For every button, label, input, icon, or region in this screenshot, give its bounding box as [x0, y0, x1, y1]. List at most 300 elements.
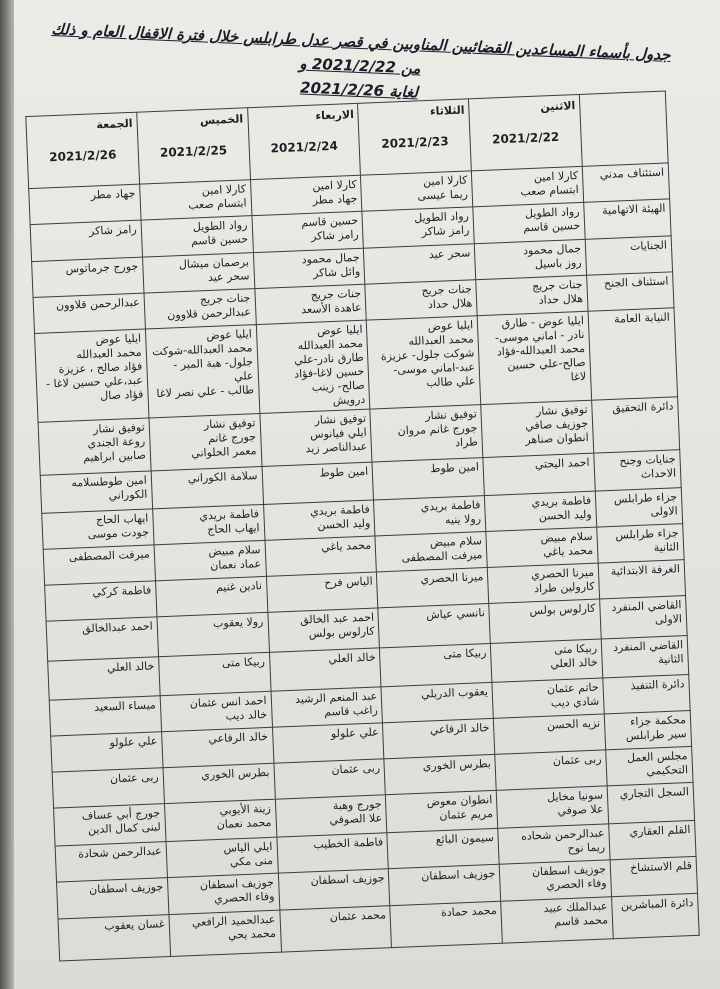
- schedule-cell: [279, 905, 391, 952]
- schedule-cell: [32, 257, 144, 298]
- schedule-cell: [46, 617, 158, 662]
- schedule-table-wrapper: [25, 90, 698, 961]
- assignee-name: احمد انس عثمان: [189, 693, 267, 710]
- schedule-cell: [144, 288, 256, 329]
- assignee-name: رامز شاكر: [310, 228, 359, 244]
- schedule-cell: [367, 316, 481, 410]
- assignee-name: كارلوس بولس: [529, 601, 596, 618]
- assignee-name: محمد العبدالله-شوكت: [151, 341, 253, 359]
- assignee-name: منى مكي: [229, 854, 274, 869]
- schedule-cell: [35, 329, 149, 423]
- schedule-cell: [387, 829, 499, 870]
- schedule-cell: [57, 878, 169, 919]
- schedule-cell: [375, 531, 487, 572]
- assignee-name: جورج غانم: [207, 430, 257, 446]
- schedule-cell: [267, 608, 379, 653]
- row-label-cell: استئناف الجنح: [587, 272, 674, 312]
- assignee-name: عبد،علي حسين لاغا -: [45, 373, 144, 391]
- schedule-cell: [377, 568, 489, 609]
- assignee-name: خالد العلي: [550, 656, 598, 671]
- assignee-name: عبدالرحمن قلاوون: [55, 295, 140, 312]
- assignee-name: فاطمة كركي: [92, 583, 152, 599]
- assignee-name: كارلا امين: [422, 173, 468, 189]
- assignee-name: نادين غنيم: [215, 579, 263, 594]
- row-label-cell: الجنايات: [585, 236, 672, 276]
- schedule-cell: [260, 409, 373, 466]
- schedule-cell: [481, 401, 594, 458]
- assignee-name: عبد المنعم الرشيد: [294, 689, 378, 706]
- assignee-name: فؤاد صالح ، عزيزة: [58, 359, 143, 376]
- assignee-name: خالد العلي: [106, 659, 155, 675]
- assignee-name: سلام مبيض: [429, 534, 483, 550]
- assignee-name: معمر الحلواني: [191, 444, 257, 461]
- row-label-cell: القاضي المنفرد الاولى: [600, 596, 688, 640]
- day-name: الثلاثاء: [429, 103, 465, 118]
- assignee-name: حسين قاسم: [300, 214, 359, 230]
- assignee-name: ميرنا الحصري: [530, 565, 595, 582]
- schedule-cell: [386, 790, 498, 833]
- assignee-name: توفيق نشار: [425, 407, 478, 423]
- assignee-name: طارق نادر-علي: [293, 350, 364, 367]
- schedule-cell: [145, 325, 259, 419]
- assignee-name: جوزيف اسطفان: [421, 867, 496, 884]
- schedule-cell: [42, 509, 154, 550]
- day-name: الاثنين: [540, 99, 576, 114]
- schedule-cell: [149, 414, 262, 471]
- assignee-name: نزيه الحسن: [546, 716, 601, 732]
- schedule-cell: [483, 453, 595, 496]
- assignee-name: جورج أبي عساف: [81, 806, 161, 823]
- day-date: 2021/2/23: [381, 134, 449, 151]
- assignee-name: ايليا عوض: [95, 331, 142, 347]
- assignee-name: محمد ياغي: [320, 538, 372, 554]
- schedule-cell: [55, 842, 167, 883]
- assignee-name: فؤاد صال: [100, 387, 144, 403]
- schedule-cell: [169, 910, 281, 957]
- schedule-cell: [266, 572, 378, 613]
- assignee-name: شوكت جلول- عزيزة: [380, 346, 475, 364]
- assignee-name: حسين قاسم: [522, 219, 581, 235]
- schedule-cell: [495, 750, 607, 791]
- assignee-name: امين طوط: [429, 459, 480, 475]
- assignee-name: صالح-علي حسين: [507, 355, 586, 372]
- assignee-name: محمد حمادة: [440, 903, 497, 919]
- schedule-cell: [362, 207, 474, 248]
- assignee-name: وفاء الحصري: [545, 876, 607, 893]
- assignee-name: محمد يحي: [227, 926, 277, 942]
- schedule-cell: [491, 639, 603, 682]
- schedule-body: [26, 91, 699, 961]
- schedule-cell: [30, 221, 142, 262]
- schedule-cell: [381, 682, 493, 723]
- assignee-name: محمد ياغي: [542, 543, 594, 559]
- assignee-name: غسان يعقوب: [103, 916, 165, 933]
- assignee-name: عبدالرحمن شحاده: [520, 826, 605, 844]
- row-label-cell: جزاء طرابلس الاولى: [595, 487, 682, 527]
- assignee-name: محمد قاسم: [553, 913, 609, 929]
- row-label-cell: مجلس العمل التحكيمي: [606, 746, 693, 786]
- assignee-name: بطرس الخوري: [422, 756, 492, 773]
- day-header-cell: [137, 108, 251, 185]
- assignee-name: خالد الرفاعي: [429, 720, 490, 737]
- assignee-name: نانسي عياش: [425, 606, 486, 622]
- schedule-cell: [499, 860, 611, 901]
- assignee-name: جورج وهبة: [332, 797, 382, 813]
- assignee-name: جورج غانم مروان: [397, 421, 478, 438]
- assignee-name: لاغا: [570, 369, 587, 384]
- row-label-cell: السجل التجاري: [607, 782, 694, 824]
- row-label-cell: محكمة جزاء سير طرابلس: [604, 710, 691, 750]
- schedule-cell: [51, 731, 163, 772]
- assignee-name: عبدالناصر زيد: [305, 440, 368, 456]
- row-label-cell: القلم العقاري: [609, 821, 696, 861]
- assignee-name: برصمان ميشال: [178, 254, 250, 271]
- assignee-name: علا الصوفي: [329, 811, 383, 827]
- schedule-cell: [383, 718, 495, 759]
- assignee-name: خالد ديب: [225, 707, 268, 723]
- assignee-name: عبد-اماني موسى-: [393, 360, 476, 377]
- assignee-name: ايلي الياس: [223, 840, 273, 856]
- schedule-cell: [496, 786, 608, 829]
- assignee-name: ميرنا الحصري: [420, 570, 484, 586]
- assignee-name: هلال حداد: [427, 296, 473, 311]
- assignee-name: فاطمة بريدي: [420, 498, 481, 514]
- assignee-name: محمد العبدالله: [76, 345, 142, 362]
- assignee-name: حاتم عثمان: [546, 680, 599, 696]
- schedule-cell: [40, 471, 152, 514]
- assignee-name: عبدالرحمن قلاوون: [167, 305, 252, 322]
- assignee-name: جمال محمود: [301, 250, 360, 266]
- day-header-cell: [26, 112, 140, 189]
- assignee-name: جوزيف اسطفان: [88, 880, 164, 897]
- assignee-name: ميرفت المصطفى: [401, 548, 483, 565]
- assignee-name: يعقوب الدربلي: [420, 684, 489, 701]
- schedule-cell: [372, 457, 484, 500]
- schedule-cell: [489, 599, 601, 644]
- assignee-name: كارلا امين: [312, 178, 357, 194]
- row-label-cell: دائرة التنفيذ: [603, 674, 690, 714]
- assignee-name: ايليا عوض: [206, 327, 253, 343]
- assignee-name: ايلي فيانوس: [309, 426, 367, 442]
- schedule-cell: [272, 723, 384, 764]
- assignee-name: رولا ينيه: [444, 512, 482, 527]
- schedule-cell: [275, 795, 387, 838]
- assignee-name: عبدالملك عبيد: [543, 899, 608, 915]
- schedule-cell: [163, 763, 275, 804]
- schedule-cell: [155, 576, 267, 617]
- assignee-name: جهاد مطر: [312, 192, 358, 208]
- assignee-name: ايليا عوض: [427, 318, 474, 334]
- schedule-cell: [361, 171, 473, 212]
- assignee-name: ايليا عوض: [316, 322, 363, 338]
- day-date: 2021/2/26: [48, 147, 117, 165]
- assignee-name: سلام مبيض: [208, 543, 261, 559]
- assignee-name: جنات جريج: [310, 286, 362, 302]
- schedule-cell: [501, 896, 613, 943]
- schedule-cell: [492, 678, 604, 719]
- assignee-name: فاطمة بريدي: [199, 506, 260, 523]
- assignee-name: علي علولو: [330, 725, 379, 741]
- assignee-name: احمد عبدالخالق: [81, 619, 153, 636]
- assignee-name: ربيكا متى: [553, 642, 598, 657]
- assignee-name: طالب - علي نصر لاغا: [156, 383, 255, 401]
- schedule-table: [25, 90, 699, 961]
- assignee-name: فاطمة بريدي: [309, 502, 370, 518]
- schedule-cell: [139, 180, 251, 221]
- day-date: 2021/2/22: [491, 129, 560, 147]
- schedule-cell: [477, 311, 591, 405]
- schedule-cell: [265, 536, 377, 577]
- assignee-name: ابتسام صعب: [520, 183, 579, 199]
- schedule-cell: [58, 914, 170, 961]
- assignee-name: ايهاب الحاج: [206, 520, 260, 536]
- schedule-cell: [45, 581, 157, 622]
- assignee-name: وفاء الحصري: [213, 890, 275, 906]
- schedule-cell: [33, 293, 145, 334]
- schedule-cell: [29, 184, 141, 225]
- schedule-cell: [54, 804, 166, 847]
- assignee-name: جوزيف اسطفان: [531, 862, 607, 879]
- schedule-cell: [277, 833, 389, 874]
- assignee-name: ايليا عوض - طارق: [501, 313, 585, 331]
- schedule-cell: [161, 727, 273, 768]
- assignee-name: رولا يعقوب: [212, 615, 264, 631]
- assignee-name: سونيا مخايل: [546, 788, 604, 804]
- schedule-cell: [253, 248, 365, 289]
- assignee-name: كارلا امين: [201, 182, 247, 198]
- assignee-name: الياس فرح: [323, 574, 373, 590]
- schedule-cell: [48, 657, 160, 700]
- row-label-cell: دائرة المباشرين: [612, 893, 700, 939]
- assignee-name: محمد العبدالله: [408, 332, 475, 348]
- assignee-name: جلول- هبة المير - علي: [172, 355, 254, 383]
- assignee-name: هلال حداد: [538, 291, 584, 307]
- title-line-1: جدول بأسماء المساعدين القضائيين المناوبين في قصر عدل طرابلس خلال فترة الاقفال العام و ذلك من 2021/2/22 و: [51, 20, 671, 78]
- schedule-cell: [154, 540, 266, 581]
- assignee-name: زينة الأيوبي: [219, 801, 272, 818]
- assignee-name: درويش: [332, 392, 366, 408]
- assignee-name: رامز شاكر: [88, 223, 137, 239]
- assignee-name: جوزيف صافي: [524, 417, 589, 433]
- assignee-name: خالد الرفاعي: [208, 729, 269, 746]
- schedule-cell: [498, 824, 610, 865]
- row-label-cell: الغرفة الابتدائية: [598, 560, 685, 600]
- assignee-name: ربى عثمان: [552, 752, 602, 768]
- row-label-cell: قلم الاستشاخ: [610, 857, 697, 897]
- assignee-name: بطرس الخوري: [200, 765, 270, 782]
- assignee-name: جوزيف اسطفان: [310, 871, 385, 888]
- schedule-cell: [486, 527, 598, 568]
- assignee-name: توفيق نشار: [314, 412, 367, 428]
- schedule-cell: [378, 604, 490, 649]
- assignee-name: عاهدة الأسعد: [301, 300, 362, 317]
- assignee-name: رامز شاكر: [421, 223, 470, 239]
- assignee-name: ربى عثمان: [109, 770, 159, 786]
- assignee-name: خالد العلي: [328, 650, 376, 666]
- assignee-name: محمد العبدالله: [297, 336, 364, 353]
- schedule-cell: [164, 799, 276, 842]
- schedule-cell: [269, 648, 381, 691]
- schedule-cell: [166, 837, 278, 878]
- schedule-cell: [49, 695, 161, 736]
- row-label-cell: القاضي المنفرد الثانية: [601, 636, 688, 678]
- assignee-name: علي علولو: [109, 734, 158, 750]
- page-edge-shadow: [0, 0, 14, 989]
- day-name: الاربعاء: [315, 108, 355, 123]
- schedule-cell: [256, 320, 370, 414]
- schedule-cell: [271, 686, 383, 727]
- assignee-name: شادي ديب: [550, 694, 600, 710]
- schedule-cell: [389, 865, 501, 906]
- assignee-name: عبدالحميد الرافعي: [191, 912, 276, 929]
- assignee-name: جودت موسى: [87, 525, 150, 541]
- schedule-cell: [263, 500, 375, 541]
- assignee-name: طراد: [454, 435, 479, 450]
- schedule-cell: [487, 563, 599, 604]
- assignee-name: ايهاب الحاج: [95, 511, 149, 527]
- assignee-name: جنات جريج: [421, 282, 473, 298]
- assignee-name: روز باسيل: [534, 255, 582, 271]
- assignee-name: سلامة الكوراني: [187, 468, 258, 485]
- schedule-cell: [167, 874, 279, 915]
- assignee-name: علي طالب: [426, 374, 476, 390]
- assignee-name: امين طوطسلامه: [71, 473, 148, 490]
- schedule-cell: [476, 275, 588, 316]
- schedule-cell: [384, 754, 496, 795]
- schedule-cell: [364, 243, 476, 284]
- row-label-cell: الهيئة الاتهامية: [584, 199, 671, 239]
- schedule-cell: [365, 280, 477, 321]
- assignee-name: حسين لاغا-فؤاد: [293, 364, 365, 381]
- assignee-name: سحر عيد: [207, 268, 250, 284]
- schedule-cell: [157, 613, 269, 658]
- assignee-name: فاطمة بريدي: [531, 493, 592, 509]
- assignee-name: توفيق نشار: [92, 421, 145, 437]
- assignee-name: عبدالرحمن شحادة: [77, 844, 162, 861]
- assignee-name: كارلا امين: [533, 169, 579, 185]
- schedule-cell: [141, 216, 253, 257]
- assignee-name: الكوراني: [108, 487, 148, 502]
- assignee-name: ريما عيسى: [417, 187, 469, 203]
- assignee-name: رواد الطويل: [192, 218, 248, 235]
- schedule-cell: [43, 545, 155, 586]
- assignee-name: توفيق نشار: [535, 403, 588, 419]
- assignee-name: انطوان معوض: [426, 793, 493, 809]
- assignee-name: سيمون البائع: [435, 831, 495, 847]
- schedule-cell: [142, 252, 254, 293]
- schedule-cell: [278, 869, 390, 910]
- header-corner-cell: [579, 91, 668, 167]
- schedule-cell: [380, 644, 492, 687]
- assignee-name: انطوان صناهر: [525, 431, 589, 447]
- assignee-name: احمد اليحتي: [534, 455, 590, 471]
- assignee-name: محمد عثمان: [329, 907, 387, 924]
- schedule-cell: [390, 901, 502, 948]
- day-date: 2021/2/24: [270, 138, 339, 156]
- assignee-name: ميساء السعيد: [93, 698, 157, 714]
- assignee-name: جمال محمود: [522, 241, 582, 257]
- assignee-name: لبنى كمال الدين: [87, 820, 161, 837]
- schedule-cell: [38, 418, 151, 475]
- schedule-cell: [254, 284, 366, 325]
- schedule-cell: [474, 239, 586, 280]
- day-header-cell: [358, 99, 472, 176]
- day-name: الجمعة: [96, 116, 133, 132]
- assignee-name: ربى عثمان: [331, 761, 381, 777]
- title-line-2: لغاية 2021/2/26: [299, 78, 419, 102]
- schedule-cell: [374, 495, 486, 536]
- assignee-name: سحر عيد: [428, 246, 471, 261]
- assignee-name: توفيق نشار: [203, 416, 256, 432]
- assignee-name: وائل شاكر: [312, 264, 361, 280]
- schedule-cell: [52, 768, 164, 809]
- assignee-name: جنات جريج: [199, 291, 251, 307]
- assignee-name: صالح- زينب: [311, 378, 366, 394]
- schedule-cell: [494, 714, 606, 755]
- assignee-name: صابين ابراهيم: [82, 449, 147, 465]
- schedule-cell: [158, 653, 270, 696]
- assignee-name: رواد الطويل: [414, 209, 470, 226]
- schedule-cell: [250, 176, 362, 217]
- assignee-name: محمد نعمان: [216, 815, 272, 832]
- assignee-name: فاطمة الخطيب: [313, 835, 384, 852]
- assignee-name: ربيكا متى: [221, 655, 266, 671]
- schedule-cell: [473, 203, 585, 244]
- row-label-cell: جزاء طرابلس الثانية: [597, 524, 684, 564]
- assignee-name: جنات جريج: [531, 277, 583, 293]
- row-label-cell: النيابة العامة: [588, 308, 678, 401]
- row-label-cell: استئناف مدني: [582, 163, 669, 203]
- assignee-name: سلام مبيض: [540, 529, 593, 545]
- assignee-name: ريما نوح: [567, 840, 606, 856]
- assignee-name: ربيكا متى: [443, 646, 487, 662]
- schedule-cell: [472, 167, 584, 208]
- assignee-name: امين طوط: [319, 464, 369, 480]
- day-header-cell: [469, 94, 583, 171]
- assignee-name: ابتسام صعب: [187, 196, 247, 213]
- day-header-cell: [247, 103, 361, 180]
- day-date: 2021/2/25: [159, 143, 228, 160]
- assignee-name: رواد الطويل: [524, 205, 580, 221]
- assignee-name: كارلوس بولس: [308, 624, 375, 641]
- assignee-name: محمد العبدالله-فؤاد: [496, 341, 586, 359]
- assignee-name: جورج جرماتوس: [65, 259, 139, 276]
- schedule-cell: [160, 691, 272, 732]
- schedule-cell: [485, 491, 597, 532]
- schedule-cell: [370, 405, 483, 462]
- assignee-name: جهاد مطر: [90, 187, 136, 202]
- assignee-name: روعة الجندي: [87, 435, 146, 451]
- assignee-name: عماد نعمان: [209, 557, 262, 573]
- day-name: الخميس: [199, 112, 244, 128]
- assignee-name: ميرفت المصطفى: [68, 547, 151, 564]
- assignee-name: احمد عبد الخالق: [299, 610, 375, 627]
- row-label-cell: جنايات وجنح الاحداث: [594, 449, 681, 491]
- assignee-name: مريم عثمان: [439, 807, 494, 823]
- assignee-name: نادر - اماني موسى-: [494, 327, 585, 345]
- schedule-cell: [252, 212, 364, 253]
- assignee-name: راغب قاسم: [323, 703, 379, 719]
- schedule-cell: [152, 504, 264, 545]
- row-label-cell: دائرة التحقيق: [592, 397, 680, 453]
- schedule-cell: [274, 759, 386, 800]
- assignee-name: وليد الحسن: [317, 516, 371, 532]
- assignee-name: وليد الحسن: [538, 507, 592, 523]
- assignee-name: كارولين طراد: [533, 579, 595, 596]
- schedule-cell: [262, 462, 374, 505]
- assignee-name: علا صوفي: [557, 802, 604, 818]
- schedule-cell: [151, 466, 263, 509]
